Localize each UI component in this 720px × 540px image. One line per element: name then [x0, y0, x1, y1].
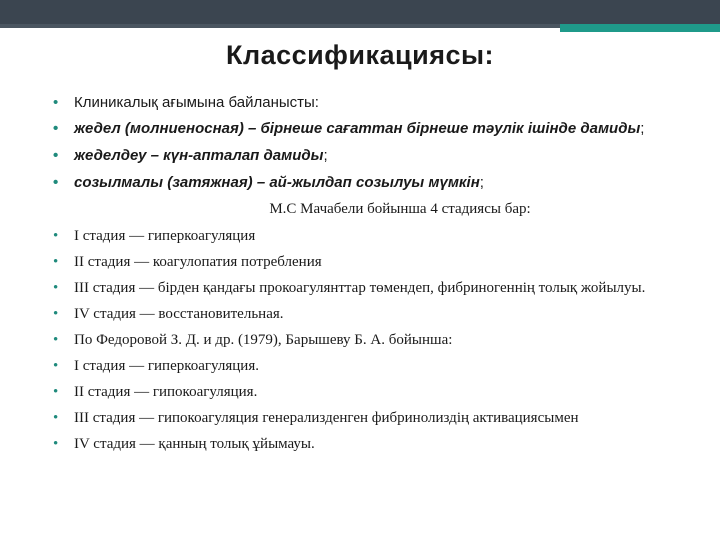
bullet-icon: •	[53, 332, 59, 348]
list-item-text: жеделдеу – күн-апталап дамиды	[74, 147, 324, 164]
top-bar-teal-accent	[560, 24, 720, 32]
list-item-text: I стадия — гиперкоагуляция.	[74, 358, 259, 374]
list-item	[50, 382, 690, 403]
bullet-icon: •	[53, 228, 59, 244]
bullet-icon: •	[53, 120, 59, 137]
top-decorative-bar	[0, 0, 720, 28]
list-item-text: III стадия — гипокоагуляция генерализденген фибринолиздің активациясымен	[74, 410, 579, 426]
list-item-text: По Федоровой З. Д. и др. (1979), Барышеву Б. А. бойынша:	[74, 332, 453, 348]
list-item	[50, 118, 690, 140]
bullet-icon: •	[53, 94, 59, 111]
list-item	[50, 330, 690, 351]
list-item-text: Клиникалық ағымына байланысты:	[74, 94, 319, 111]
bullet-icon: •	[53, 306, 59, 322]
bullet-icon: •	[53, 436, 59, 452]
list-item-text: IV стадия — восстановительная.	[74, 306, 284, 322]
list-item	[50, 145, 690, 167]
list-item-suffix: ;	[323, 147, 328, 164]
list-item	[50, 252, 690, 273]
list-item-text: жедел (молниеносная) – бірнеше сағаттан бірнеше тәулік ішінде дамиды	[74, 120, 641, 137]
list-item	[50, 92, 690, 113]
bullet-icon: •	[53, 280, 59, 296]
bullet-icon: •	[53, 384, 59, 400]
top-bar-stripe	[0, 24, 560, 28]
bullet-icon: •	[53, 410, 59, 426]
list-item-text: III стадия — бірден қандағы прокоагулянттар төмендеп, фибриногеннің толық жойылуы.	[74, 280, 646, 296]
list-item	[50, 278, 690, 299]
list-item	[50, 408, 690, 429]
list-item-text: II стадия — гипокоагуляция.	[74, 384, 258, 400]
list-item	[50, 172, 690, 194]
slide-content	[50, 92, 690, 460]
bullet-icon: •	[53, 174, 59, 191]
bullet-icon: •	[53, 358, 59, 374]
bullet-icon: •	[53, 147, 59, 164]
slide-title: Классификациясы:	[225, 40, 495, 70]
list-item	[50, 434, 690, 455]
list-item	[50, 304, 690, 325]
list-item-text: I стадия — гиперкоагуляция	[74, 228, 256, 244]
list-item-suffix: ;	[640, 120, 645, 137]
list-item	[50, 226, 690, 247]
list-item-text: IV стадия — қанның толық ұйымауы.	[74, 436, 315, 452]
bullet-icon: •	[53, 254, 59, 270]
stages-heading: М.С Мачабели бойынша 4 стадиясы бар:	[269, 201, 531, 217]
list-item-text: созылмалы (затяжная) – ай-жылдап созылуы мүмкін	[74, 174, 480, 191]
list-item-text: II стадия — коагулопатия потребления	[74, 254, 322, 270]
list-item	[50, 356, 690, 377]
list-item-suffix: ;	[479, 174, 484, 191]
